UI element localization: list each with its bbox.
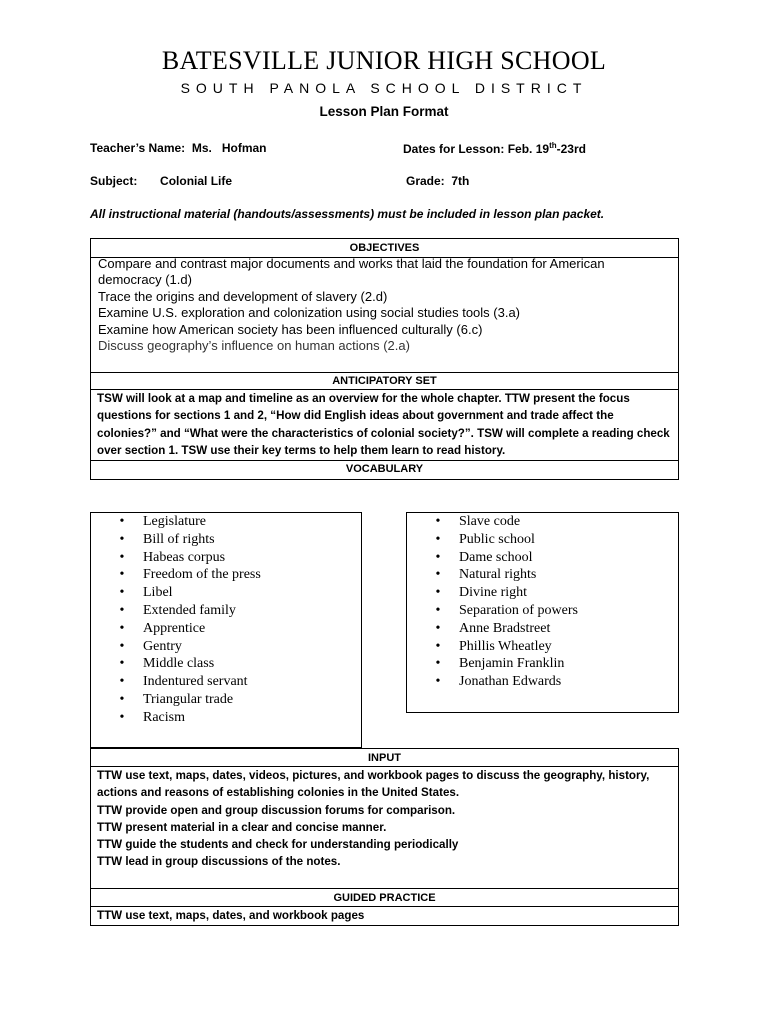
vocab-item: • Phillis Wheatley [435,638,552,654]
vocab-item: • Bill of rights [119,531,215,547]
vocab-item: • Anne Bradstreet [435,620,551,636]
objective-item: Discuss geography’s influence on human actions (2.a) [98,338,410,354]
vocab-item: • Public school [435,531,535,547]
vocab-item: • Jonathan Edwards [435,674,562,690]
vocabulary-header: VOCABULARY [345,463,424,475]
input-line: TTW use text, maps, dates, videos, pictures, and workbook pages to discuss the geography, history, [97,769,650,782]
objective-item: Trace the origins and development of slavery (2.d) [98,288,388,304]
input-text [97,767,675,871]
lesson-plan-format-title: Lesson Plan Format [319,104,449,119]
input-line: TTW provide open and group discussion forums for comparison. [97,803,456,817]
divider [90,888,679,889]
vocabulary-right-list [433,513,673,691]
anticipatory-set-text: TSW will look at a map and timeline as an overview for the whole chapter. TTW present the focus questions for sections 1 and 2, “How did English ideas about government and trade affect the colonies?” and “What were the characteristics of colonial society?”. TSW will complete a reading check over section 1. TSW use their key terms to help them learn to read history. [97,392,670,457]
vocab-item: • Freedom of the press [119,567,261,583]
input-header: INPUT [368,752,401,764]
guided-practice-text: TTW use text, maps, dates, and workbook pages [97,909,365,922]
guided-practice-header: GUIDED PRACTICE [333,892,436,904]
subject-row [90,174,232,188]
subject-value: Colonial Life [160,174,233,188]
vocab-item: • Natural rights [435,567,537,583]
dates-value: Feb. 19th-23rd [507,141,586,156]
input-line: TTW lead in group discussions of the notes. [97,855,341,869]
instructional-material-note: All instructional material (handouts/assessments) must be included in lesson plan packet. [90,207,605,221]
vocab-item: • Middle class [119,656,215,672]
objectives-list [98,256,668,354]
objective-item: Examine U.S. exploration and colonization using social studies tools (3.a) [98,305,521,321]
input-line: actions and reasons of establishing colonies in the United States. [97,786,460,800]
school-title: BATESVILLE JUNIOR HIGH SCHOOL [161,46,607,75]
grade-label: Grade: [406,174,445,188]
teacher-label: Teacher’s Name: [90,141,186,155]
vocabulary-left-list [117,513,357,727]
objective-item: Compare and contrast major documents and works that laid the foundation for American democracy (1.d) [98,256,605,288]
district-name: SOUTH PANOLA SCHOOL DISTRICT [180,80,588,96]
vocab-item: • Indentured servant [119,674,248,690]
vocab-item: • Separation of powers [435,602,578,618]
anticipatory-set-header: ANTICIPATORY SET [332,375,437,387]
divider [90,372,679,373]
vocab-item: • Divine right [435,585,528,601]
input-line: TTW present material in a clear and concise manner. [97,820,387,834]
objective-item: Examine how American society has been influenced culturally (6.c) [98,321,483,337]
vocab-item: • Extended family [119,602,236,618]
input-line: TTW guide the students and check for understanding periodically [97,838,459,852]
vocab-item: • Apprentice [119,620,206,636]
vocab-item: • Triangular trade [119,691,234,707]
vocab-item: • Gentry [119,638,182,654]
vocab-item: • Libel [119,585,173,601]
vocab-item: • Slave code [435,514,521,529]
lesson-dates-row [403,141,586,156]
vocab-item: • Racism [119,709,185,725]
divider [90,460,679,461]
vocab-item: • Benjamin Franklin [435,656,565,672]
grade-value: 7th [451,174,470,188]
vocab-item: • Habeas corpus [119,549,226,565]
grade-row [406,174,469,188]
objectives-header: OBJECTIVES [349,242,420,254]
dates-label: Dates for Lesson: [403,142,505,156]
vocab-item: • Legislature [119,514,206,529]
teacher-name-row [90,141,267,155]
vocab-item: • Dame school [435,549,533,565]
teacher-value: Ms. Hofman [191,141,267,155]
subject-label: Subject: [90,174,138,188]
